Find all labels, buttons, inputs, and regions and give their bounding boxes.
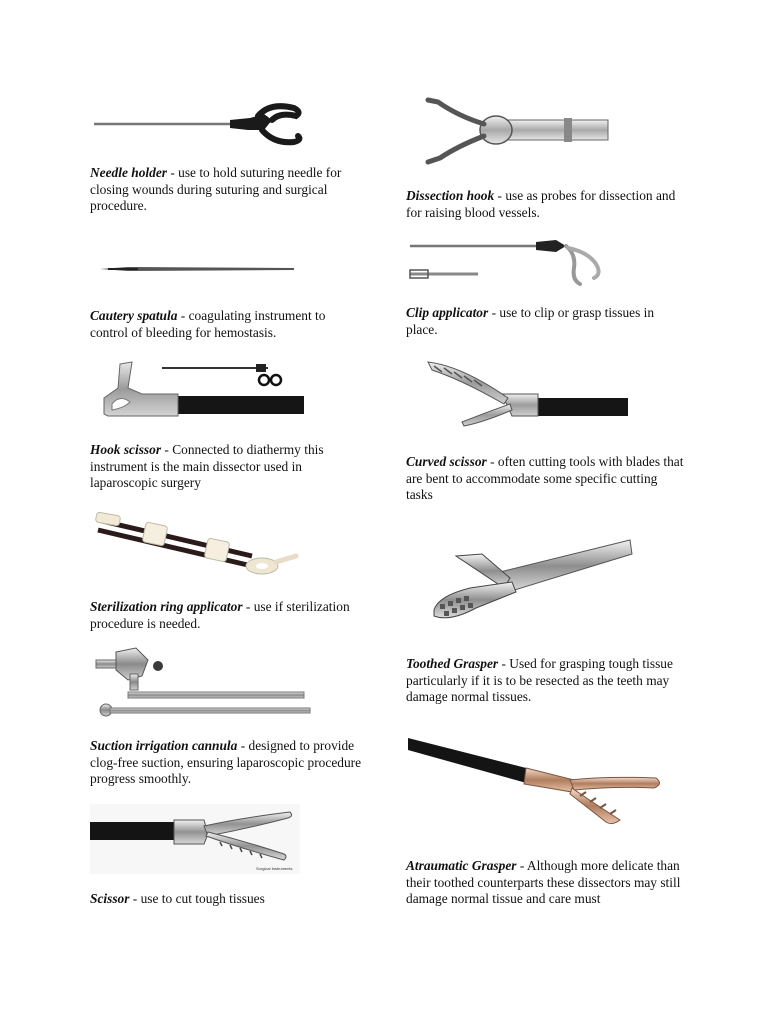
caption-dissection-hook: Dissection hook - use as probes for dissection and for raising blood vessels. (406, 188, 676, 220)
curved-scissor-icon (422, 354, 632, 430)
caption-scissor: Scissor - use to cut tough tissues (90, 891, 265, 906)
caption-toothed-grasper: Toothed Grasper - Used for grasping tough tissue particularly if it is to be resected as the teeth may damage normal tissues. (406, 656, 673, 705)
caption-curved-scissor: Curved scissor - often cutting tools with blades that are bent to accommodate some specific cutting tasks (406, 454, 684, 503)
caption-clip-applicator: Clip applicator - use to clip or grasp tissues in place. (406, 305, 655, 337)
suction-irrigation-cannula-icon (92, 646, 314, 722)
clip-applicator-icon (406, 234, 616, 290)
caption-hook-scissor: Hook scissor - Connected to diathermy this instrument is the main dissector used in laparoscopic surgery (90, 442, 324, 491)
cautery-spatula-icon (98, 258, 300, 280)
caption-needle-holder: Needle holder - use to hold suturing needle for closing wounds during suturing and surgical procedure. (90, 165, 342, 214)
caption-cautery-spatula: Cautery spatula - coagulating instrument to control of bleeding for hemostasis. (90, 308, 326, 340)
caption-suction-irrigation-cannula: Suction irrigation cannula - designed to provide clog-free suction, ensuring laparoscopic procedure progress smoothly. (90, 738, 362, 787)
caption-sterilization-ring-applicator: Sterilization ring applicator - use if sterilization procedure is needed. (90, 599, 350, 631)
toothed-grasper-icon (430, 534, 635, 624)
scissor-icon (90, 804, 300, 874)
sterilization-ring-applicator-icon (92, 512, 302, 578)
scissor-image-credit: Surgical Instruments (256, 866, 293, 871)
caption-atraumatic-grasper: Atraumatic Grasper - Although more delicate than their toothed counterparts these dissectors may still damage normal tissue and care must (406, 858, 681, 907)
atraumatic-grasper-icon (406, 736, 664, 828)
needle-holder-icon (88, 100, 308, 150)
dissection-hook-icon (418, 96, 618, 166)
hook-scissor-icon (98, 358, 308, 420)
